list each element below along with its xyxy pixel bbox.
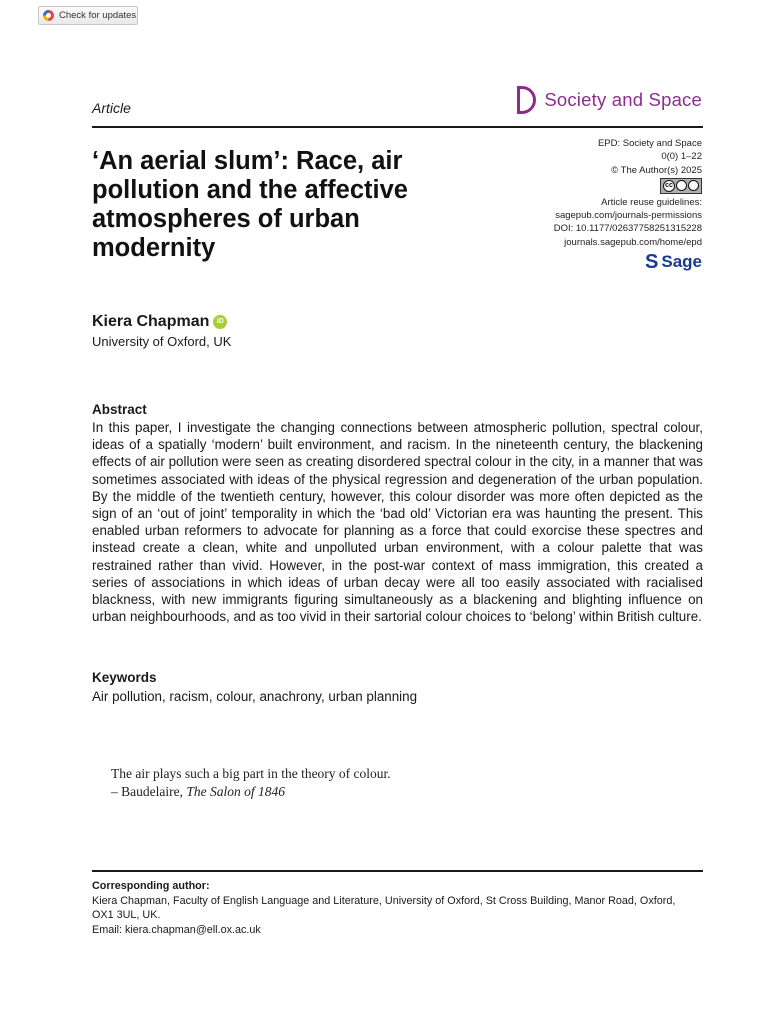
- keywords-heading: Keywords: [92, 670, 157, 685]
- corresponding-address-line1: Kiera Chapman, Faculty of English Language and Literature, University of Oxford, St Cross Building, Manor Road, Oxford,: [92, 894, 676, 907]
- footer-divider: [92, 870, 703, 872]
- check-for-updates-button[interactable]: [38, 6, 138, 25]
- doi-link[interactable]: DOI: 10.1177/02637758251315228: [553, 223, 702, 235]
- journal-brand: [517, 86, 702, 114]
- check-for-updates-label: Check for updates: [59, 10, 137, 21]
- epigraph: [111, 765, 391, 801]
- keywords-list: Air pollution, racism, colour, anachrony, urban planning: [92, 689, 418, 704]
- article-type-label: Article: [92, 100, 131, 116]
- corresponding-author-heading: Corresponding author:: [92, 880, 210, 892]
- author-name: Kiera Chapman: [92, 313, 210, 330]
- journal-name: Society and Space: [544, 89, 702, 110]
- journal-short-name: EPD: Society and Space: [597, 138, 702, 149]
- epigraph-quote: The air plays such a big part in the theory of colour.: [111, 766, 391, 781]
- corresponding-author-block: [92, 879, 703, 937]
- orcid-icon[interactable]: iD: [213, 315, 227, 329]
- article-title: ‘An aerial slum’: Race, air pollution and the affective atmospheres of urban modernity: [92, 147, 408, 262]
- crossmark-icon: [43, 10, 54, 21]
- epigraph-author: – Baudelaire,: [111, 784, 183, 799]
- volume-pages: 0(0) 1–22: [661, 151, 702, 163]
- copyright-notice: © The Author(s) 2025: [611, 164, 702, 176]
- journal-logo-icon: [517, 86, 536, 114]
- cc-by-nc-icon[interactable]: cc: [660, 178, 702, 194]
- permissions-link[interactable]: sagepub.com/journals-permissions: [555, 210, 702, 222]
- corresponding-email[interactable]: Email: kiera.chapman@ell.ox.ac.uk: [92, 923, 261, 936]
- abstract-heading: Abstract: [92, 402, 147, 417]
- epigraph-source: The Salon of 1846: [186, 784, 285, 799]
- reuse-guidelines-label: Article reuse guidelines:: [601, 196, 702, 208]
- header-divider: [92, 126, 703, 128]
- article-metadata: [462, 137, 702, 272]
- abstract-text: In this paper, I investigate the changing connections between atmospheric pollution, spectral colour, ideas of a spatially ‘modern’ built environment, and racism. In the nineteenth century, the blackening effects of air pollution were seen as creating disordered spectral colour in the city, in a manner that was sometimes associated with ideas of the physical regression and degeneration of the urban population. By the middle of the twentieth century, however, this colour disorder was more often depicted as the sign of an ‘out of joint’ temporality in which the ‘bad old’ Victorian era was haunting the present. This enabled urban reformers to advocate for planning as a force that could exorcise these spectres and instead create a clean, white and unpolluted urban environment, with a colour palette that was restrained rather than vivid. However, in the post-war context of mass immigration, this created a series of associations in which ideas of urban decay were all too easily associated with racialised blackness, with new immigrants figuring simultaneously as a blackening and blighting influence on urban neighbourhoods, and as too vivid in their sartorial colour choices to ‘belong’ within British culture.: [92, 420, 703, 625]
- author-affiliation: University of Oxford, UK: [92, 334, 232, 349]
- author-block: [92, 313, 227, 331]
- sage-logo: [645, 252, 702, 272]
- epigraph-attribution: [111, 783, 391, 801]
- sage-logo-text: Sage: [661, 252, 702, 272]
- journal-home-link[interactable]: journals.sagepub.com/home/epd: [564, 236, 702, 248]
- corresponding-address-line2: OX1 3UL, UK.: [92, 909, 161, 921]
- sage-s-icon: S: [645, 251, 659, 274]
